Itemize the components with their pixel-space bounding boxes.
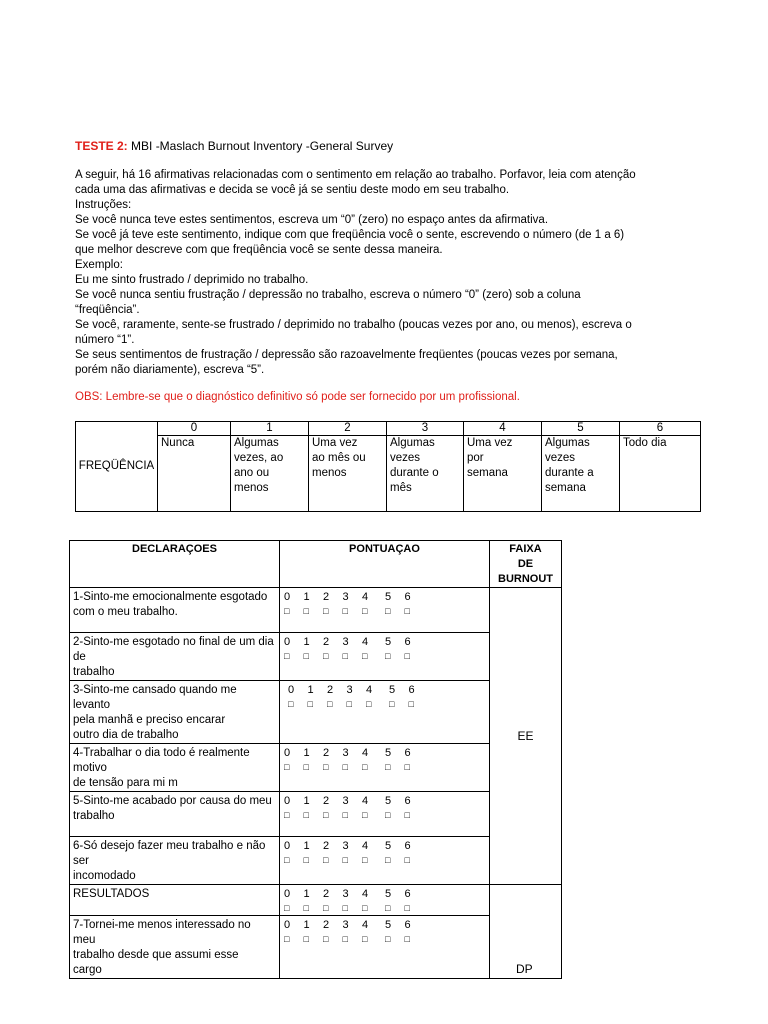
frequency-desc-line: Algumas <box>390 437 435 449</box>
statement-line: 6-Só desejo fazer meu trabalho e não ser <box>73 840 266 867</box>
band-header-line: BURNOUT <box>498 573 553 585</box>
score-checkbox[interactable]: □ <box>362 810 368 820</box>
score-number: 0 <box>284 888 291 900</box>
frequency-desc-line: menos <box>234 482 269 494</box>
score-number: 3 <box>342 747 349 759</box>
frequency-desc-line: ao mês ou <box>312 452 366 464</box>
score-number: 1 <box>303 636 310 648</box>
frequency-desc-line: Algumas <box>234 437 279 449</box>
frequency-table <box>75 421 701 512</box>
frequency-desc <box>158 436 231 512</box>
statement-line: trabalho desde que assumi esse <box>73 949 239 961</box>
score-number: 0 <box>284 747 291 759</box>
score-cell <box>280 837 490 885</box>
score-checkbox[interactable]: □ <box>303 762 309 772</box>
score-numbers <box>280 887 489 901</box>
frequency-desc-line: Uma vez <box>312 437 358 449</box>
score-number: 6 <box>408 684 415 696</box>
declaration-statement <box>70 681 280 744</box>
declaration-row <box>70 792 562 837</box>
test-title <box>75 139 393 153</box>
score-number: 4 <box>362 636 369 648</box>
frequency-desc-line: durante o <box>390 467 439 479</box>
declaration-statement <box>70 885 280 916</box>
score-checkbox[interactable]: □ <box>342 810 348 820</box>
instruction-line: porém não diariamente), escreva “5”. <box>75 364 265 376</box>
score-cell <box>280 681 490 744</box>
score-header: PONTUAÇAO <box>280 541 490 588</box>
frequency-desc <box>620 436 701 512</box>
score-number: 4 <box>362 795 369 807</box>
declaration-row <box>70 588 562 633</box>
score-checkbox[interactable]: □ <box>342 762 348 772</box>
statement-line: trabalho <box>73 810 115 822</box>
instruction-line: Eu me sinto frustrado / deprimido no trabalho. <box>75 274 309 286</box>
score-number: 6 <box>404 840 411 852</box>
score-checkbox[interactable]: □ <box>303 810 309 820</box>
band-header <box>490 541 562 588</box>
score-boxes <box>280 604 489 618</box>
score-number: 5 <box>385 747 392 759</box>
score-boxes <box>280 760 489 774</box>
frequency-desc-line: vezes <box>545 452 576 464</box>
declaration-row <box>70 633 562 681</box>
score-checkbox[interactable]: □ <box>323 855 329 865</box>
frequency-desc-line: Uma vez <box>467 437 513 449</box>
score-number: 2 <box>323 591 330 603</box>
declaration-statement <box>70 744 280 792</box>
score-number: 2 <box>323 919 330 931</box>
score-checkbox[interactable]: □ <box>385 606 391 616</box>
score-number: 4 <box>362 591 369 603</box>
instruction-line: A seguir, há 16 afirmativas relacionadas com o sentimento em relação ao trabalho. Porfavor, leia com atenção <box>75 169 636 181</box>
frequency-desc-line: semana <box>545 482 586 494</box>
declarations-header: DECLARAÇOES <box>70 541 280 588</box>
statement-line: 2-Sinto-me esgotado no final de um dia de <box>73 636 274 663</box>
score-number: 2 <box>327 684 334 696</box>
score-number: 4 <box>362 840 369 852</box>
statement-line: outro dia de trabalho <box>73 729 179 741</box>
score-number: 3 <box>342 795 349 807</box>
score-number: 1 <box>307 684 314 696</box>
score-number: 0 <box>284 591 291 603</box>
score-checkbox[interactable]: □ <box>385 855 391 865</box>
score-checkbox[interactable]: □ <box>362 606 368 616</box>
band-ee-cell: EE <box>490 588 562 885</box>
score-number: 5 <box>385 591 392 603</box>
score-number: 0 <box>284 840 291 852</box>
score-boxes <box>280 697 489 711</box>
instruction-line: Exemplo: <box>75 259 123 271</box>
band-dp-label: DP <box>516 962 533 976</box>
score-numbers <box>280 683 489 697</box>
score-checkbox[interactable]: □ <box>323 762 329 772</box>
score-number: 5 <box>385 919 392 931</box>
score-checkbox[interactable]: □ <box>323 810 329 820</box>
score-checkbox[interactable]: □ <box>366 699 372 709</box>
score-numbers <box>280 794 489 808</box>
frequency-number: 6 <box>620 422 701 436</box>
score-checkbox[interactable]: □ <box>404 762 410 772</box>
instructions <box>75 168 636 378</box>
score-boxes <box>280 901 489 915</box>
frequency-label: FREQÜÊNCIA <box>76 422 158 512</box>
score-checkbox[interactable]: □ <box>408 699 414 709</box>
score-number: 4 <box>362 747 369 759</box>
score-checkbox[interactable]: □ <box>342 855 348 865</box>
frequency-desc-line: durante a <box>545 467 594 479</box>
score-number: 5 <box>385 636 392 648</box>
score-number: 0 <box>284 795 291 807</box>
instruction-line: Se você, raramente, sente-se frustrado / deprimido no trabalho (poucas vezes por ano, ou menos), escreva o <box>75 319 632 331</box>
declaration-statement <box>70 837 280 885</box>
score-number: 4 <box>366 684 373 696</box>
statement-line: 7-Tornei-me menos interessado no meu <box>73 919 251 946</box>
statement-line: 5-Sinto-me acabado por causa do meu <box>73 795 272 807</box>
score-boxes <box>280 853 489 867</box>
instruction-line: Se você já teve este sentimento, indique com que freqüência você o sente, escrevendo o número (de 1 a 6) <box>75 229 625 241</box>
score-checkbox[interactable]: □ <box>385 762 391 772</box>
score-numbers <box>280 590 489 604</box>
declaration-statement <box>70 792 280 837</box>
score-checkbox[interactable]: □ <box>404 810 410 820</box>
score-checkbox[interactable]: □ <box>327 699 333 709</box>
score-checkbox[interactable]: □ <box>362 934 368 944</box>
frequency-desc <box>542 436 620 512</box>
score-number: 5 <box>389 684 396 696</box>
frequency-number: 5 <box>542 422 620 436</box>
band-header-line: DE <box>517 558 534 570</box>
score-cell <box>280 792 490 837</box>
instruction-line: “freqüência”. <box>75 304 140 316</box>
score-numbers <box>280 918 489 932</box>
score-cell <box>280 744 490 792</box>
score-number: 6 <box>404 919 411 931</box>
declaration-statement <box>70 588 280 633</box>
score-checkbox[interactable]: □ <box>362 651 368 661</box>
score-number: 3 <box>342 888 349 900</box>
score-boxes <box>280 808 489 822</box>
instruction-line: Se você nunca teve estes sentimentos, escreva um “0” (zero) no espaço antes da afirmativa. <box>75 214 549 226</box>
score-checkbox[interactable]: □ <box>284 903 290 913</box>
score-number: 6 <box>404 747 411 759</box>
score-checkbox[interactable]: □ <box>362 903 368 913</box>
declaration-row <box>70 681 562 744</box>
instruction-line: Instruções: <box>75 199 132 211</box>
frequency-number: 1 <box>231 422 309 436</box>
frequency-desc-line: vezes, ao <box>234 452 284 464</box>
score-number: 6 <box>404 636 411 648</box>
score-checkbox[interactable]: □ <box>288 699 294 709</box>
instruction-line: Se seus sentimentos de frustração / depressão são razoavelmente freqüentes (poucas vezes por semana, <box>75 349 618 361</box>
declarations-table <box>69 540 562 979</box>
score-checkbox[interactable]: □ <box>404 855 410 865</box>
frequency-desc-line: por <box>467 452 484 464</box>
band-header-line: FAIXA <box>509 543 542 555</box>
score-number: 5 <box>385 888 392 900</box>
score-checkbox[interactable]: □ <box>404 651 410 661</box>
score-number: 2 <box>323 795 330 807</box>
frequency-number: 2 <box>309 422 387 436</box>
score-number: 1 <box>303 888 310 900</box>
declaration-statement <box>70 916 280 979</box>
score-cell <box>280 633 490 681</box>
score-number: 2 <box>323 888 330 900</box>
statement-line: 4-Trabalhar o dia todo é realmente motivo <box>73 747 250 774</box>
statement-line: incomodado <box>73 870 136 882</box>
score-checkbox[interactable]: □ <box>284 606 290 616</box>
score-boxes <box>280 932 489 946</box>
score-checkbox[interactable]: □ <box>404 606 410 616</box>
score-checkbox[interactable]: □ <box>323 606 329 616</box>
score-checkbox[interactable]: □ <box>362 762 368 772</box>
score-checkbox[interactable]: □ <box>303 855 309 865</box>
score-numbers <box>280 746 489 760</box>
frequency-desc-line: Nunca <box>161 437 195 449</box>
score-checkbox[interactable]: □ <box>307 699 313 709</box>
instruction-line: número “1”. <box>75 334 135 346</box>
frequency-number: 4 <box>464 422 542 436</box>
score-number: 3 <box>346 684 353 696</box>
score-boxes <box>280 649 489 663</box>
score-checkbox[interactable]: □ <box>284 651 290 661</box>
score-checkbox[interactable]: □ <box>284 934 290 944</box>
declaration-statement <box>70 633 280 681</box>
score-checkbox[interactable]: □ <box>385 934 391 944</box>
score-number: 1 <box>303 795 310 807</box>
score-checkbox[interactable]: □ <box>342 903 348 913</box>
score-number: 3 <box>342 591 349 603</box>
declaration-row <box>70 837 562 885</box>
frequency-desc-line: semana <box>467 467 508 479</box>
frequency-desc-line: Algumas <box>545 437 590 449</box>
frequency-desc-line: vezes <box>390 452 421 464</box>
score-number: 3 <box>342 840 349 852</box>
score-number: 4 <box>362 919 369 931</box>
frequency-desc-line: menos <box>312 467 347 479</box>
score-checkbox[interactable]: □ <box>404 903 410 913</box>
score-number: 0 <box>284 919 291 931</box>
obs-note: OBS: Lembre-se que o diagnóstico definitivo só pode ser fornecido por um profissional. <box>75 391 520 403</box>
score-number: 2 <box>323 636 330 648</box>
instruction-line: cada uma das afirmativas e decida se você já se sentiu deste modo em seu trabalho. <box>75 184 510 196</box>
score-number: 3 <box>342 636 349 648</box>
score-checkbox[interactable]: □ <box>303 903 309 913</box>
frequency-number: 0 <box>158 422 231 436</box>
score-number: 3 <box>342 919 349 931</box>
score-number: 6 <box>404 888 411 900</box>
score-number: 5 <box>385 840 392 852</box>
frequency-desc <box>231 436 309 512</box>
score-checkbox[interactable]: □ <box>323 903 329 913</box>
score-checkbox[interactable]: □ <box>362 855 368 865</box>
test-label: TESTE 2: <box>75 139 128 153</box>
score-checkbox[interactable]: □ <box>342 934 348 944</box>
score-checkbox[interactable]: □ <box>385 903 391 913</box>
frequency-desc-line: Todo dia <box>623 437 667 449</box>
score-cell <box>280 588 490 633</box>
score-cell <box>280 916 490 979</box>
score-checkbox[interactable]: □ <box>385 651 391 661</box>
frequency-number: 3 <box>387 422 464 436</box>
score-number: 1 <box>303 919 310 931</box>
frequency-desc-line: ano ou <box>234 467 270 479</box>
score-checkbox[interactable]: □ <box>303 606 309 616</box>
score-number: 5 <box>385 795 392 807</box>
score-number: 2 <box>323 747 330 759</box>
score-number: 1 <box>303 747 310 759</box>
score-checkbox[interactable]: □ <box>346 699 352 709</box>
statement-line: 3-Sinto-me cansado quando me levanto <box>73 684 237 711</box>
frequency-desc-line: mês <box>390 482 412 494</box>
score-checkbox[interactable]: □ <box>342 651 348 661</box>
declaration-row <box>70 744 562 792</box>
instruction-line: que melhor descreve com que freqüência você se sente dessa maneira. <box>75 244 443 256</box>
score-number: 4 <box>362 888 369 900</box>
score-numbers <box>280 839 489 853</box>
statement-line: cargo <box>73 964 102 976</box>
score-checkbox[interactable]: □ <box>342 606 348 616</box>
statement-line: com o meu trabalho. <box>73 606 178 618</box>
frequency-desc <box>464 436 542 512</box>
score-checkbox[interactable]: □ <box>303 651 309 661</box>
score-checkbox[interactable]: □ <box>284 762 290 772</box>
score-checkbox[interactable]: □ <box>389 699 395 709</box>
frequency-desc <box>309 436 387 512</box>
score-cell <box>280 885 490 916</box>
statement-line: trabalho <box>73 666 115 678</box>
statement-line: RESULTADOS <box>73 888 150 900</box>
score-checkbox[interactable]: □ <box>385 810 391 820</box>
statement-line: pela manhã e preciso encarar <box>73 714 226 726</box>
score-checkbox[interactable]: □ <box>303 934 309 944</box>
declaration-row <box>70 916 562 979</box>
score-checkbox[interactable]: □ <box>323 651 329 661</box>
score-number: 0 <box>288 684 295 696</box>
score-checkbox[interactable]: □ <box>284 855 290 865</box>
statement-line: de tensão para mi m <box>73 777 178 789</box>
statement-line: 1-Sinto-me emocionalmente esgotado <box>73 591 268 603</box>
score-checkbox[interactable]: □ <box>404 934 410 944</box>
score-number: 6 <box>404 795 411 807</box>
test-name: MBI -Maslach Burnout Inventory -General Survey <box>127 139 394 153</box>
score-number: 0 <box>284 636 291 648</box>
score-number: 1 <box>303 591 310 603</box>
score-number: 1 <box>303 840 310 852</box>
score-number: 6 <box>404 591 411 603</box>
frequency-desc <box>387 436 464 512</box>
score-checkbox[interactable]: □ <box>284 810 290 820</box>
score-number: 2 <box>323 840 330 852</box>
instruction-line: Se você nunca sentiu frustração / depressão no trabalho, escreva o número “0” (zero) sob a coluna <box>75 289 581 301</box>
score-numbers <box>280 635 489 649</box>
declaration-row <box>70 885 562 916</box>
score-checkbox[interactable]: □ <box>323 934 329 944</box>
